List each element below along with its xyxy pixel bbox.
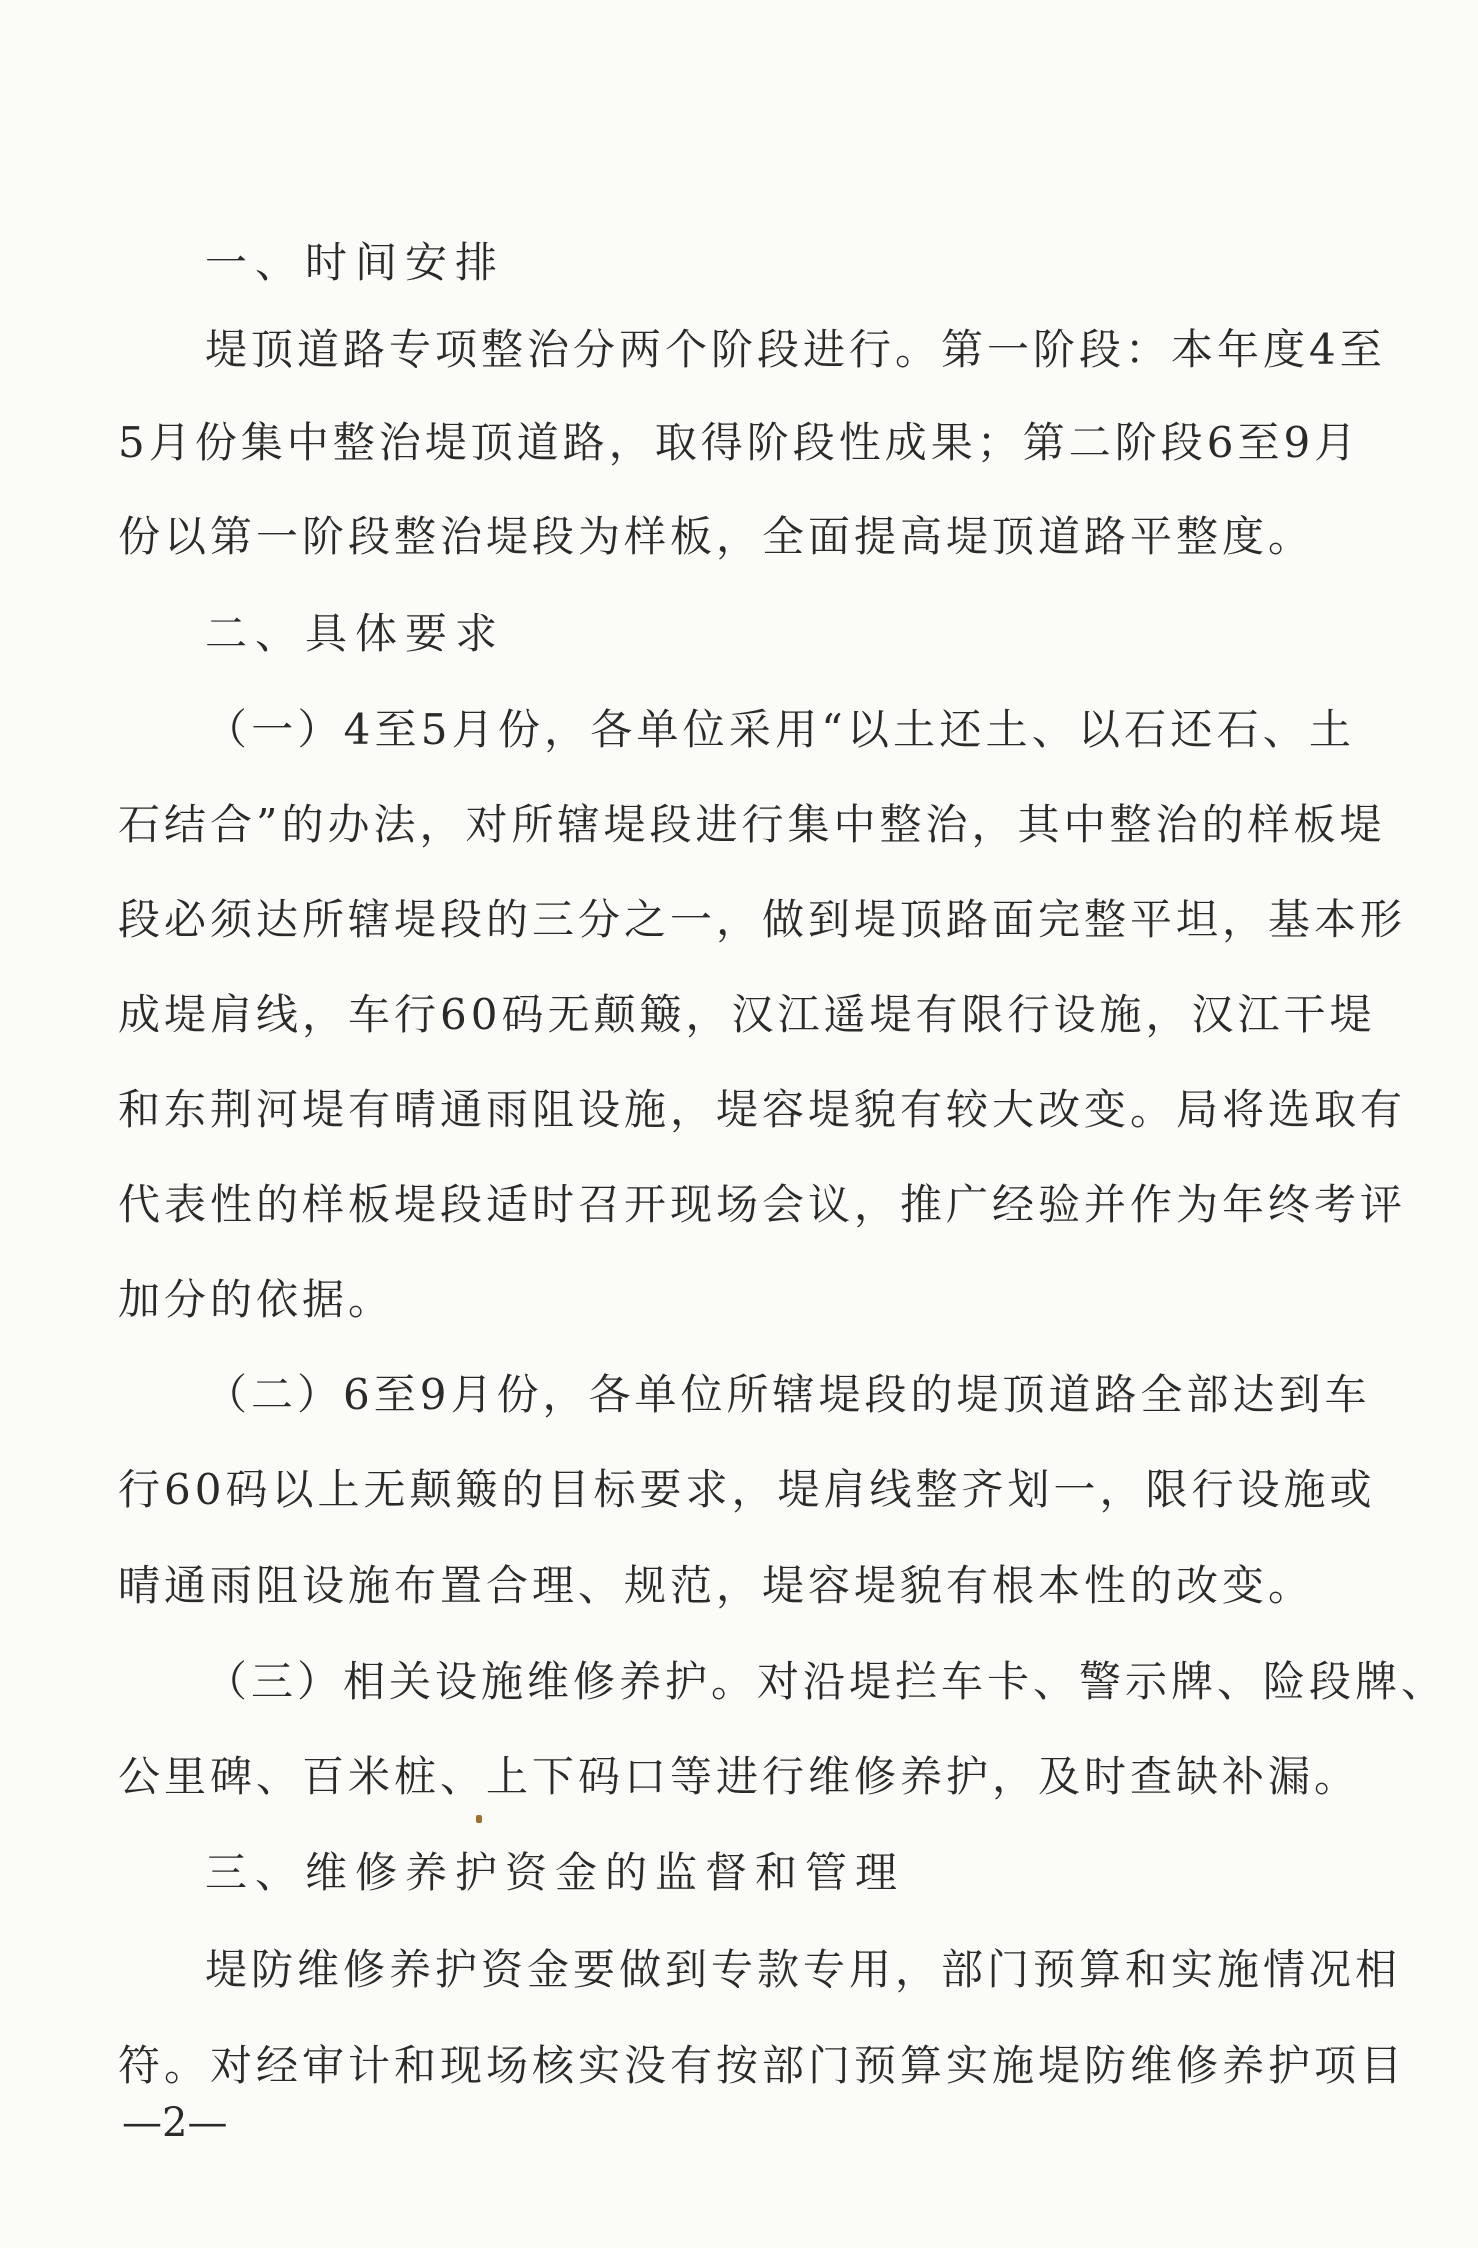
scan-speck bbox=[476, 1815, 482, 1823]
heading-time-arrangement: 一、时间安排 bbox=[205, 238, 506, 287]
paragraph-line: 成堤肩线，车行60码无颠簸，汉江遥堤有限行设施，汉江干堤 bbox=[118, 990, 1376, 1039]
paragraph-line: （二）6至9月份，各单位所辖堤段的堤顶道路全部达到车 bbox=[205, 1370, 1371, 1419]
paragraph-line: 行60码以上无颠簸的目标要求，堤肩线整齐划一，限行设施或 bbox=[118, 1465, 1376, 1514]
paragraph-line: 堤防维修养护资金要做到专款专用，部门预算和实施情况相 bbox=[205, 1945, 1402, 1994]
paragraph-line: 和东荆河堤有晴通雨阻设施，堤容堤貌有较大改变。局将选取有 bbox=[118, 1085, 1407, 1134]
paragraph-line: 加分的依据。 bbox=[118, 1275, 395, 1324]
heading-fund-supervision: 三、维修养护资金的监督和管理 bbox=[205, 1848, 906, 1897]
paragraph-line: 5月份集中整治堤顶道路，取得阶段性成果；第二阶段6至9月 bbox=[118, 418, 1361, 467]
paragraph-line: 公里碑、百米桩、上下码口等进行维修养护，及时查缺补漏。 bbox=[118, 1752, 1361, 1801]
heading-specific-requirements: 二、具体要求 bbox=[205, 609, 506, 658]
paragraph-line: 石结合”的办法，对所辖堤段进行集中整治，其中整治的样板堤 bbox=[118, 800, 1386, 849]
paragraph-line: （一）4至5月份，各单位采用“以土还土、以石还石、土 bbox=[205, 705, 1355, 754]
paragraph-line: 符。对经审计和现场核实没有按部门预算实施堤防维修养护项目 bbox=[118, 2041, 1407, 2090]
paragraph-line: 代表性的样板堤段适时召开现场会议，推广经验并作为年终考评 bbox=[118, 1180, 1407, 1229]
paragraph-line: （三）相关设施维修养护。对沿堤拦车卡、警示牌、险段牌、 bbox=[205, 1657, 1448, 1706]
paragraph-line: 堤顶道路专项整治分两个阶段进行。第一阶段：本年度4至 bbox=[205, 325, 1386, 374]
paragraph-line: 晴通雨阻设施布置合理、规范，堤容堤貌有根本性的改变。 bbox=[118, 1561, 1315, 1610]
paragraph-line: 份以第一阶段整治堤段为样板，全面提高堤顶道路平整度。 bbox=[118, 512, 1315, 561]
page-number: —2— bbox=[122, 2100, 228, 2146]
paragraph-line: 段必须达所辖堤段的三分之一，做到堤顶路面完整平坦，基本形 bbox=[118, 895, 1407, 944]
